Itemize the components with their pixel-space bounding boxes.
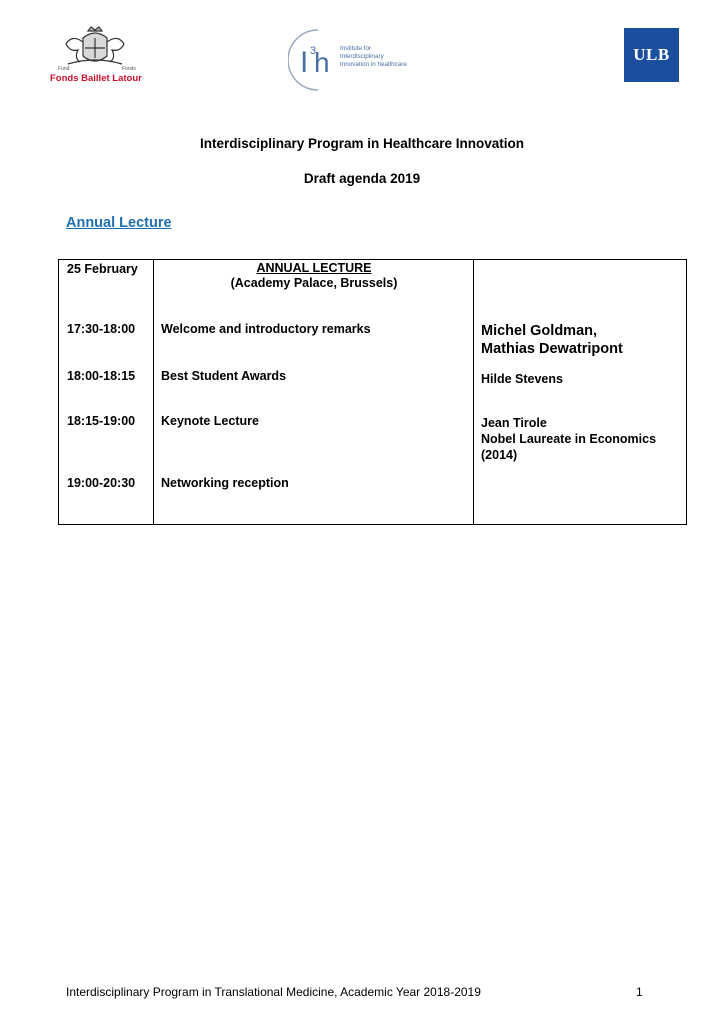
page-number: 1 xyxy=(636,985,643,999)
fonds-baillet-latour-logo xyxy=(50,26,140,84)
column-divider xyxy=(473,260,474,524)
row-activity: Networking reception xyxy=(161,476,289,490)
row-time: 17:30-18:00 xyxy=(67,322,136,336)
page-footer: Interdisciplinary Program in Translational Medicine, Academic Year 2018-2019 xyxy=(66,985,481,999)
row-activity: Best Student Awards xyxy=(161,369,287,383)
row-activity: Keynote Lecture xyxy=(161,414,259,428)
fonds-label: Fonds xyxy=(122,66,136,72)
fonds-baillet-latour-name: Fonds Baillet Latour xyxy=(50,73,142,84)
row-time: 18:15-19:00 xyxy=(67,414,136,428)
i3h-logo xyxy=(288,28,428,92)
event-title: ANNUAL LECTURE xyxy=(256,261,372,275)
i3h-mark-icon xyxy=(288,28,338,92)
speaker-line: Hilde Stevens xyxy=(481,372,563,386)
i3h-line-1: Institute for xyxy=(340,45,372,52)
svg-text:3: 3 xyxy=(310,45,317,57)
row-time: 19:00-20:30 xyxy=(67,476,136,490)
coat-of-arms-icon xyxy=(50,26,140,70)
row-activity: Welcome and introductory remarks xyxy=(161,322,371,336)
column-divider xyxy=(153,260,154,524)
event-location: (Academy Palace, Brussels) xyxy=(230,276,398,290)
row-speaker xyxy=(481,322,623,358)
i3h-line-2: Interdisciplinary xyxy=(340,53,384,61)
agenda-table xyxy=(58,259,687,525)
document-subtitle: Draft agenda 2019 xyxy=(303,171,421,186)
ulb-logo: ULB xyxy=(624,28,679,82)
svg-text:h: h xyxy=(314,47,330,78)
speaker-line: Michel Goldman, xyxy=(481,323,598,339)
speaker-line: (2014) xyxy=(481,448,518,462)
agenda-date: 25 February xyxy=(67,262,138,276)
agenda-event-header xyxy=(154,261,474,291)
i3h-line-3: Innovation in healthcare xyxy=(340,61,407,69)
i3h-institute-name xyxy=(340,45,407,70)
speaker-line: Jean Tirole xyxy=(481,416,547,430)
document-title: Interdisciplinary Program in Healthcare Innovation xyxy=(199,136,525,151)
section-heading: Annual Lecture xyxy=(66,215,172,231)
speaker-line: Nobel Laureate in Economics xyxy=(481,432,657,446)
svg-text:I: I xyxy=(300,46,309,79)
row-time: 18:00-18:15 xyxy=(67,369,136,383)
fund-label: Fund xyxy=(58,66,70,72)
speaker-line: Mathias Dewatripont xyxy=(481,341,623,357)
row-speaker xyxy=(481,415,656,463)
row-speaker xyxy=(481,371,563,387)
